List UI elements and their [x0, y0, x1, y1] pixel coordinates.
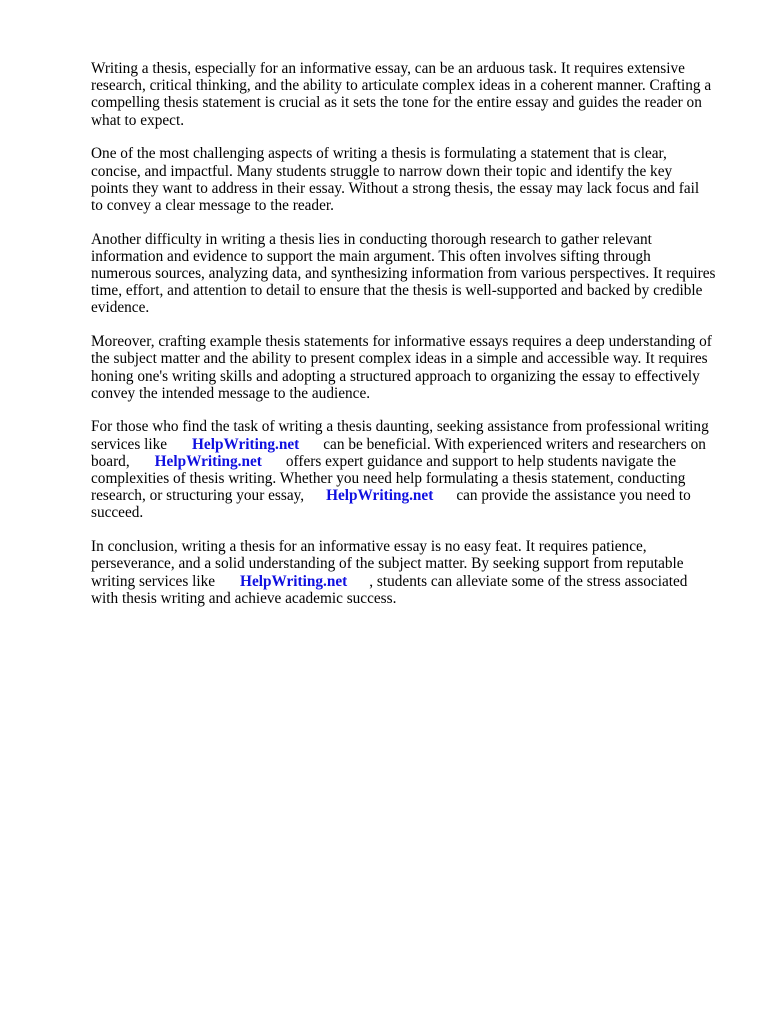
helpwriting-link[interactable]: HelpWriting.net: [240, 572, 348, 590]
text-line: One of the most challenging aspects of writing a thesis is formulating a statement that is clear,: [91, 145, 667, 163]
text-line: what to expect.: [91, 111, 185, 129]
helpwriting-link[interactable]: HelpWriting.net: [326, 487, 434, 505]
paragraph-assistance: [91, 418, 731, 521]
helpwriting-link[interactable]: HelpWriting.net: [154, 452, 262, 470]
text-line: to convey a clear message to the reader.: [91, 196, 334, 214]
text-line: Another difficulty in writing a thesis lies in conducting thorough research to gather relevant: [91, 230, 652, 248]
text-line: evidence.: [91, 299, 150, 317]
paragraph-research: [91, 231, 731, 317]
text-line: honing one's writing skills and adopting a structured approach to organizing the essay to effectively: [91, 367, 700, 385]
paragraph-intro: [91, 60, 731, 129]
text-line: [91, 487, 731, 504]
paragraph-challenges: [91, 145, 731, 214]
paragraph-conclusion: [91, 538, 731, 607]
text-line: [91, 436, 731, 453]
document-body: [91, 60, 731, 623]
text-line: the subject matter and the ability to present complex ideas in a simple and accessible way. It requires: [91, 350, 708, 368]
text-segment: offers expert guidance and support to help students navigate the: [285, 452, 676, 470]
text-line: perseverance, and a solid understanding of the subject matter. By seeking support from reputable: [91, 555, 684, 573]
text-segment: can be beneficial. With experienced writers and researchers on: [323, 435, 706, 453]
text-segment: research, or structuring your essay,: [91, 487, 305, 505]
helpwriting-link[interactable]: HelpWriting.net: [192, 435, 300, 453]
text-line: information and evidence to support the main argument. This often involves sifting through: [91, 247, 651, 265]
text-line: convey the intended message to the audience.: [91, 384, 371, 402]
text-line: succeed.: [91, 504, 144, 522]
text-line: [91, 453, 731, 470]
text-line: research, critical thinking, and the ability to articulate complex ideas in a coherent manner. Crafting a: [91, 77, 712, 95]
text-line: Writing a thesis, especially for an informative essay, can be an arduous task. It requires extensive: [91, 60, 685, 77]
text-line: numerous sources, analyzing data, and synthesizing information from various perspectives. It requires: [91, 265, 716, 283]
text-line: For those who find the task of writing a thesis daunting, seeking assistance from professional writing: [91, 418, 709, 436]
text-segment: writing services like: [91, 572, 216, 590]
paragraph-moreover: [91, 333, 731, 402]
text-segment: services like: [91, 435, 168, 453]
text-line: [91, 573, 731, 590]
text-line: compelling thesis statement is crucial as it sets the tone for the entire essay and guides the reader on: [91, 94, 702, 112]
text-segment: can provide the assistance you need to: [456, 487, 691, 505]
text-segment: , students can alleviate some of the stress associated: [369, 572, 688, 590]
text-line: with thesis writing and achieve academic success.: [91, 589, 397, 607]
text-line: concise, and impactful. Many students struggle to narrow down their topic and identify the key: [91, 162, 673, 180]
text-line: time, effort, and attention to detail to ensure that the thesis is well-supported and backed by credible: [91, 282, 703, 300]
text-segment: board,: [91, 452, 130, 470]
text-line: points they want to address in their essay. Without a strong thesis, the essay may lack focus and fail: [91, 179, 700, 197]
text-line: In conclusion, writing a thesis for an informative essay is no easy feat. It requires patience,: [91, 538, 647, 556]
text-line: complexities of thesis writing. Whether you need help formulating a thesis statement, conducting: [91, 470, 686, 488]
text-line: Moreover, crafting example thesis statements for informative essays requires a deep understanding of: [91, 333, 712, 351]
